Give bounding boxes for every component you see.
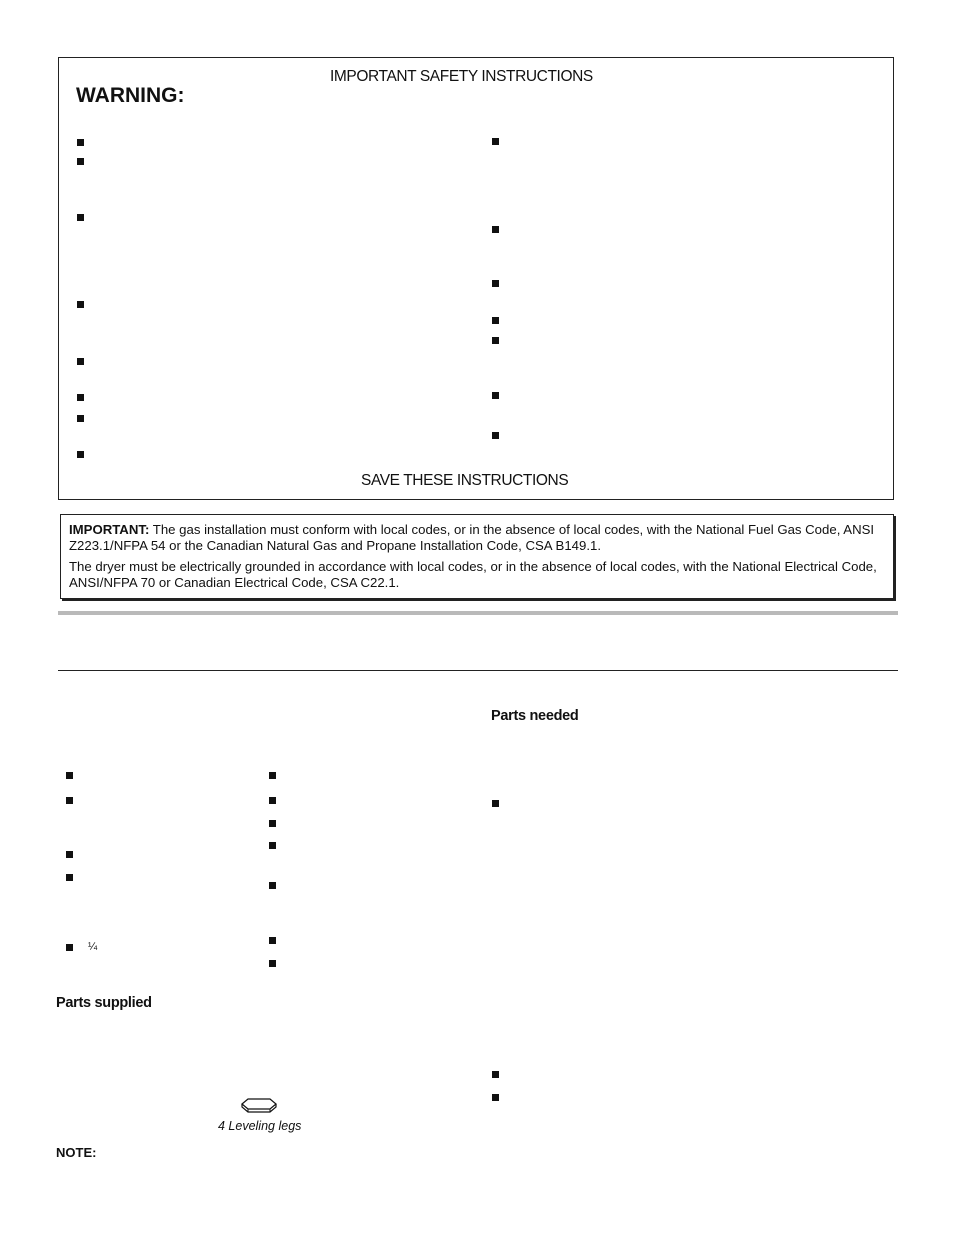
parts-needed-heading: Parts needed [491,708,579,724]
bullet-icon [66,797,73,804]
bullet-icon [77,158,84,165]
bullet-icon [66,944,73,951]
leveling-leg-icon [240,1097,278,1115]
bullet-icon [492,337,499,344]
important-gas-text: The gas installation must conform with local codes, or in the absence of local codes, with the National Fuel Gas Code, ANSI Z223.1/NFPA 54 or the Canadian Natural Gas and Propane Installation Code, CSA B149.1. [69,522,875,553]
important-paragraph-gas [69,522,883,553]
bullet-icon [66,874,73,881]
parts-supplied-heading: Parts supplied [56,995,152,1011]
bullet-icon [492,392,499,399]
bullet-icon [492,1094,499,1101]
bullet-icon [492,138,499,145]
section-divider-thick [58,611,898,615]
safety-heading: IMPORTANT SAFETY INSTRUCTIONS [330,68,593,85]
bullet-icon [77,394,84,401]
warning-label: WARNING: [76,84,185,107]
save-instructions-footer: SAVE THESE INSTRUCTIONS [361,472,569,489]
bullet-icon [269,772,276,779]
bullet-icon [269,842,276,849]
quarter-fraction: ¼ [88,941,98,953]
bullet-icon [269,937,276,944]
bullet-icon [269,882,276,889]
bullet-icon [77,214,84,221]
bullet-icon [492,1071,499,1078]
bullet-icon [492,800,499,807]
note-label: NOTE: [56,1145,97,1160]
bullet-icon [77,451,84,458]
bullet-icon [492,226,499,233]
bullet-icon [66,851,73,858]
bullet-icon [269,797,276,804]
section-divider-thin [58,670,898,671]
bullet-icon [66,772,73,779]
bullet-icon [269,960,276,967]
bullet-icon [492,432,499,439]
bullet-icon [77,415,84,422]
leveling-legs-caption: 4 Leveling legs [218,1119,302,1133]
important-notice-box [60,514,894,599]
bullet-icon [492,317,499,324]
bullet-icon [269,820,276,827]
important-label: IMPORTANT: [69,522,150,537]
bullet-icon [77,358,84,365]
bullet-icon [77,301,84,308]
bullet-icon [492,280,499,287]
bullet-icon [77,139,84,146]
safety-instructions-box [58,57,894,500]
important-paragraph-electrical: The dryer must be electrically grounded in accordance with local codes, or in the absence of local codes, with the National Electrical Code, ANSI/NFPA 70 or Canadian Electrical Code, CSA C22.1. [69,559,877,590]
